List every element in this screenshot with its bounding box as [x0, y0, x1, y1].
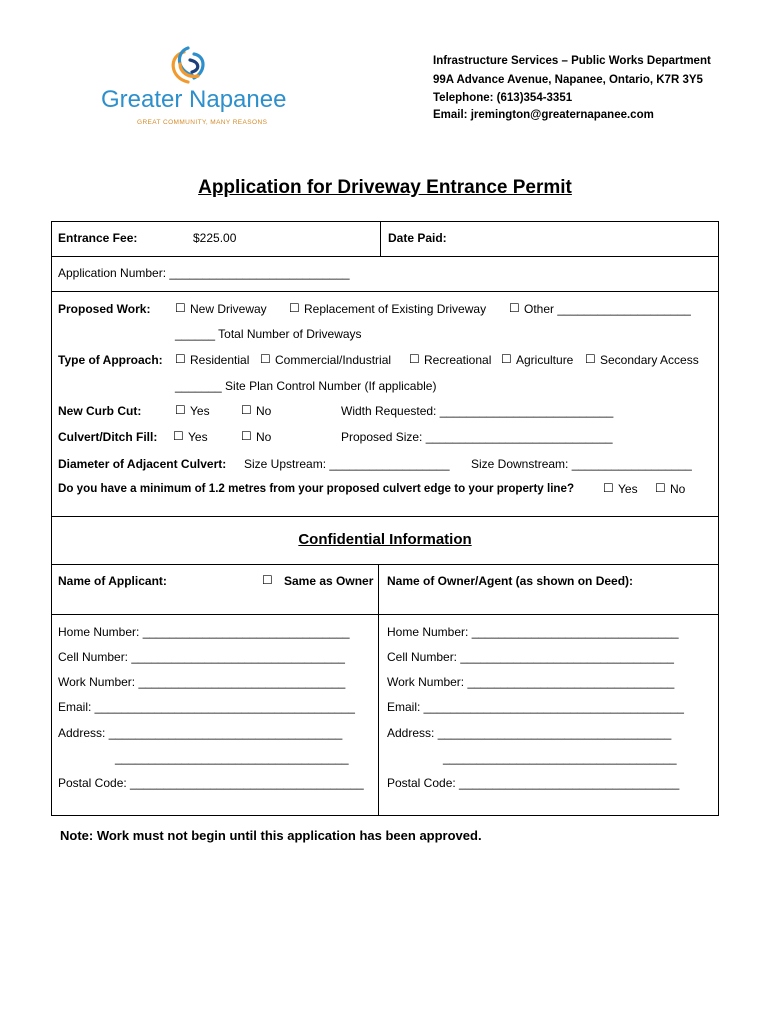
checkbox-curb-cut-yes[interactable]: ☐	[175, 403, 186, 417]
checkbox-culvert-no[interactable]: ☐	[241, 429, 252, 443]
department-email: Email: jremington@greaternapanee.com	[433, 109, 654, 121]
option-commercial: Commercial/Industrial	[275, 353, 392, 367]
applicant-address-line-2[interactable]: ___________________________________	[115, 751, 349, 765]
logo-tagline: GREAT COMMUNITY, MANY REASONS	[137, 119, 268, 126]
checkbox-residential[interactable]: ☐	[175, 352, 186, 366]
approval-note: Note: Work must not begin until this application has been approved.	[60, 828, 482, 843]
total-driveways-field[interactable]: ______ Total Number of Driveways	[175, 327, 362, 341]
culvert-fill-label: Culvert/Ditch Fill:	[58, 430, 158, 444]
diameter-label: Diameter of Adjacent Culvert:	[58, 457, 227, 471]
checkbox-replacement-driveway[interactable]: ☐	[289, 301, 300, 315]
proposed-size-field[interactable]: Proposed Size: ____________________________	[341, 430, 613, 444]
option-agriculture: Agriculture	[516, 353, 574, 367]
checkbox-new-driveway[interactable]: ☐	[175, 301, 186, 315]
application-number-field[interactable]: Application Number: ___________________________	[58, 266, 350, 280]
applicant-name-label: Name of Applicant:	[58, 574, 167, 588]
divider	[51, 614, 719, 615]
option-other-field[interactable]: Other ____________________	[524, 302, 691, 316]
checkbox-minimum-yes[interactable]: ☐	[603, 481, 614, 495]
width-requested-field[interactable]: Width Requested: __________________________	[341, 404, 614, 418]
option-recreational: Recreational	[424, 353, 492, 367]
department-address: 99A Advance Avenue, Napanee, Ontario, K7R 3Y5	[433, 74, 703, 86]
applicant-cell-number-field[interactable]: Cell Number: ________________________________	[58, 650, 345, 664]
logo-name: Greater Napanee	[101, 86, 287, 113]
option-secondary-access: Secondary Access	[600, 353, 699, 367]
minimum-no: No	[670, 482, 686, 496]
owner-name-label: Name of Owner/Agent (as shown on Deed):	[387, 574, 634, 588]
minimum-yes: Yes	[618, 482, 638, 496]
owner-home-number-field[interactable]: Home Number: _______________________________	[387, 625, 679, 639]
site-plan-field[interactable]: _______ Site Plan Control Number (If applicable)	[175, 379, 437, 393]
size-downstream-field[interactable]: Size Downstream: __________________	[471, 457, 692, 471]
option-new-driveway: New Driveway	[190, 302, 267, 316]
option-replacement-driveway: Replacement of Existing Driveway	[304, 302, 487, 316]
culvert-yes: Yes	[188, 430, 208, 444]
divider	[51, 564, 719, 565]
checkbox-minimum-no[interactable]: ☐	[655, 481, 666, 495]
owner-cell-number-field[interactable]: Cell Number: ________________________________	[387, 650, 674, 664]
approach-label: Type of Approach:	[58, 353, 163, 367]
checkbox-recreational[interactable]: ☐	[409, 352, 420, 366]
owner-email-field[interactable]: Email: _______________________________________	[387, 700, 684, 714]
checkbox-same-as-owner[interactable]: ☐	[262, 573, 273, 587]
date-paid-field[interactable]: Date Paid:	[388, 231, 447, 245]
divider	[51, 291, 719, 292]
curb-cut-yes: Yes	[190, 404, 210, 418]
department-telephone: Telephone: (613)354-3351	[433, 92, 573, 104]
size-upstream-field[interactable]: Size Upstream: __________________	[244, 457, 450, 471]
checkbox-secondary-access[interactable]: ☐	[585, 352, 596, 366]
applicant-work-number-field[interactable]: Work Number: _______________________________	[58, 675, 346, 689]
owner-work-number-field[interactable]: Work Number: _______________________________	[387, 675, 675, 689]
minimum-distance-question: Do you have a minimum of 1.2 metres from your proposed culvert edge to your property line?	[58, 482, 575, 495]
entrance-fee-label: Entrance Fee:	[58, 231, 138, 245]
applicant-email-field[interactable]: Email: _______________________________________	[58, 700, 355, 714]
applicant-address-field[interactable]: Address: ___________________________________	[58, 726, 343, 740]
owner-address-field[interactable]: Address: ___________________________________	[387, 726, 672, 740]
applicant-home-number-field[interactable]: Home Number: _______________________________	[58, 625, 350, 639]
proposed-work-label: Proposed Work:	[58, 302, 151, 316]
form-title: Application for Driveway Entrance Permit	[198, 177, 572, 198]
divider	[378, 564, 379, 816]
confidential-heading: Confidential Information	[298, 531, 472, 548]
culvert-no: No	[256, 430, 272, 444]
option-residential: Residential	[190, 353, 250, 367]
checkbox-curb-cut-no[interactable]: ☐	[241, 403, 252, 417]
same-as-owner-label: Same as Owner	[284, 574, 374, 588]
checkbox-commercial[interactable]: ☐	[260, 352, 271, 366]
checkbox-other[interactable]: ☐	[509, 301, 520, 315]
divider	[51, 256, 719, 257]
owner-address-line-2[interactable]: ___________________________________	[443, 751, 677, 765]
applicant-postal-code-field[interactable]: Postal Code: ___________________________________	[58, 776, 364, 790]
divider	[51, 516, 719, 517]
curb-cut-label: New Curb Cut:	[58, 404, 142, 418]
entrance-fee-value: $225.00	[193, 231, 237, 245]
checkbox-agriculture[interactable]: ☐	[501, 352, 512, 366]
checkbox-culvert-yes[interactable]: ☐	[173, 429, 184, 443]
curb-cut-no: No	[256, 404, 272, 418]
owner-postal-code-field[interactable]: Postal Code: _________________________________	[387, 776, 680, 790]
department-name: Infrastructure Services – Public Works Department	[433, 55, 711, 67]
divider	[380, 221, 381, 256]
